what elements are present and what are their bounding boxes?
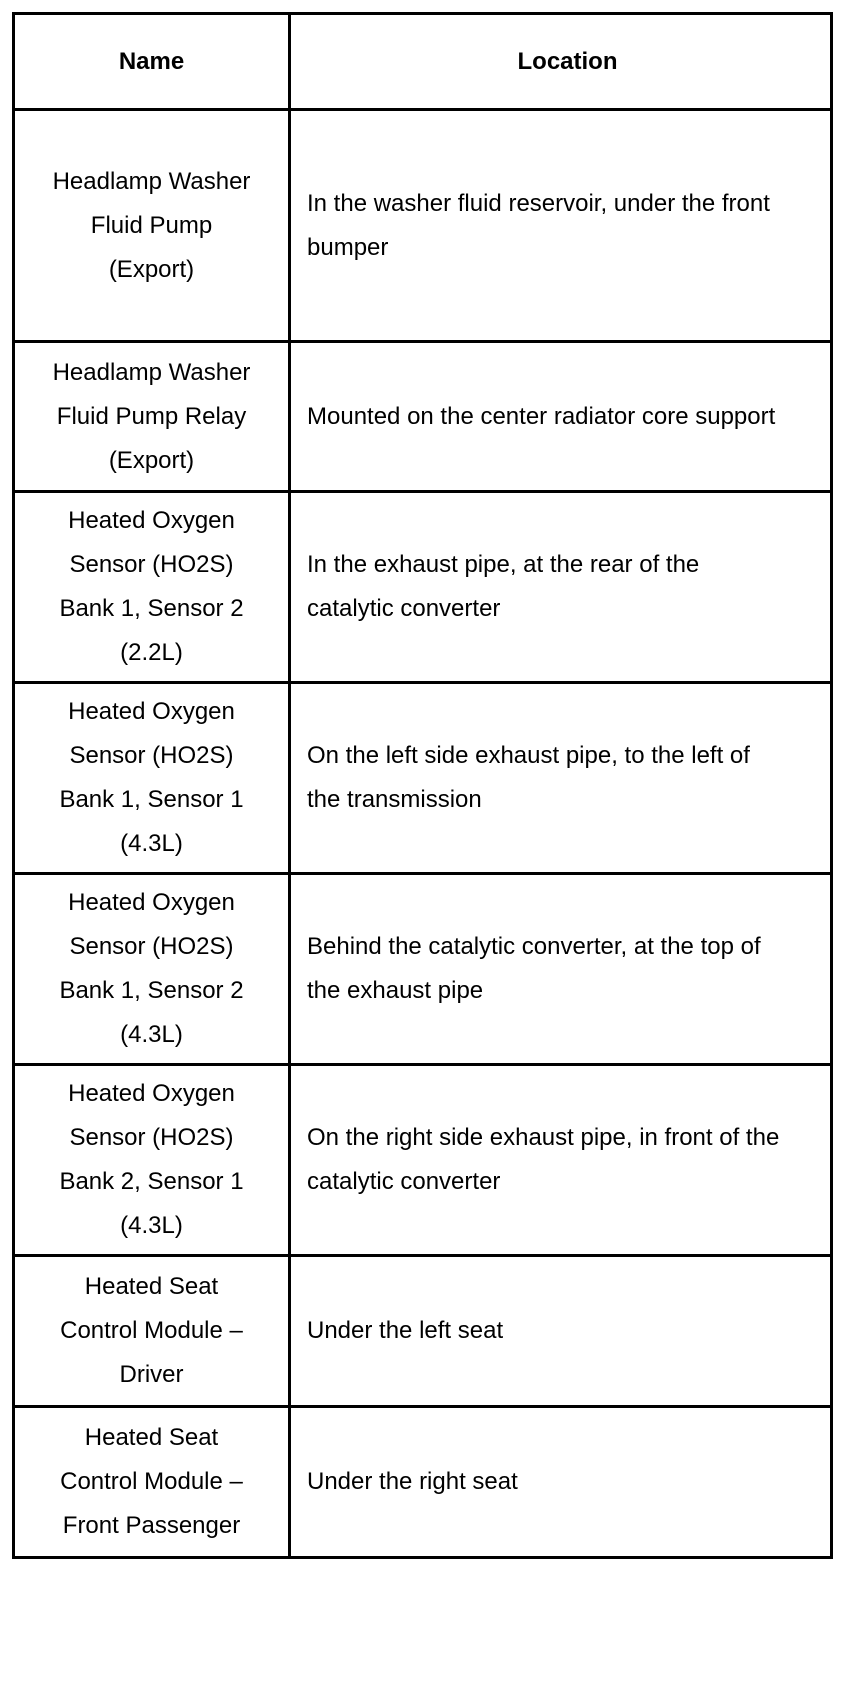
location-cell: Under the left seat <box>290 1256 832 1407</box>
table-row <box>14 342 832 492</box>
name-cell <box>14 492 290 683</box>
name-line: (4.3L) <box>120 1021 183 1048</box>
location-column-header: Location <box>290 14 832 110</box>
name-line: Headlamp Washer <box>52 358 251 386</box>
name-line: Control Module – <box>60 1468 243 1495</box>
name-line: (4.3L) <box>120 1212 183 1239</box>
name-line: Heated Oxygen <box>68 698 235 725</box>
location-cell: Mounted on the center radiator core support <box>290 342 832 492</box>
name-line: Sensor (HO2S) <box>69 1124 234 1151</box>
name-line: Bank 2, Sensor 1 <box>59 1168 244 1195</box>
location-cell: On the right side exhaust pipe, in front of the catalytic converter <box>290 1065 832 1256</box>
name-line: Heated Oxygen <box>68 889 235 916</box>
name-line: Bank 1, Sensor 1 <box>59 786 244 813</box>
name-cell <box>14 1256 290 1407</box>
name-cell <box>14 110 290 342</box>
table-header-row <box>14 14 832 110</box>
name-line: Front Passenger <box>62 1512 241 1539</box>
name-line: (Export) <box>108 446 195 474</box>
location-cell: Behind the catalytic converter, at the top of the exhaust pipe <box>290 874 832 1065</box>
name-line: Bank 1, Sensor 2 <box>59 595 244 622</box>
table-row <box>14 1407 832 1558</box>
name-line: Heated Seat <box>84 1273 219 1300</box>
name-line: Fluid Pump Relay <box>56 402 247 430</box>
name-line: Sensor (HO2S) <box>69 933 234 960</box>
name-line: Control Module – <box>60 1317 243 1344</box>
name-line: Heated Seat <box>84 1424 219 1451</box>
name-cell <box>14 874 290 1065</box>
name-line: Sensor (HO2S) <box>69 551 234 578</box>
name-cell <box>14 342 290 492</box>
table-row <box>14 492 832 683</box>
name-line: Heated Oxygen <box>68 507 235 534</box>
name-line: (2.2L) <box>120 639 183 666</box>
table-row <box>14 874 832 1065</box>
component-location-table <box>12 12 833 1559</box>
location-cell: In the washer fluid reservoir, under the front bumper <box>290 110 832 342</box>
name-line: (Export) <box>108 255 195 283</box>
name-line: (4.3L) <box>120 830 183 857</box>
table-row <box>14 683 832 874</box>
name-cell <box>14 683 290 874</box>
table-row <box>14 110 832 342</box>
name-line: Headlamp Washer <box>52 167 251 195</box>
name-line: Bank 1, Sensor 2 <box>59 977 244 1004</box>
table-row <box>14 1256 832 1407</box>
name-line: Fluid Pump <box>90 211 213 239</box>
name-line: Sensor (HO2S) <box>69 742 234 769</box>
name-line: Heated Oxygen <box>68 1080 235 1107</box>
name-cell <box>14 1407 290 1558</box>
location-cell: In the exhaust pipe, at the rear of the catalytic converter <box>290 492 832 683</box>
name-line: Driver <box>119 1361 184 1388</box>
name-cell <box>14 1065 290 1256</box>
location-cell: On the left side exhaust pipe, to the left of the transmission <box>290 683 832 874</box>
location-cell: Under the right seat <box>290 1407 832 1558</box>
table-row <box>14 1065 832 1256</box>
name-column-header: Name <box>14 14 290 110</box>
